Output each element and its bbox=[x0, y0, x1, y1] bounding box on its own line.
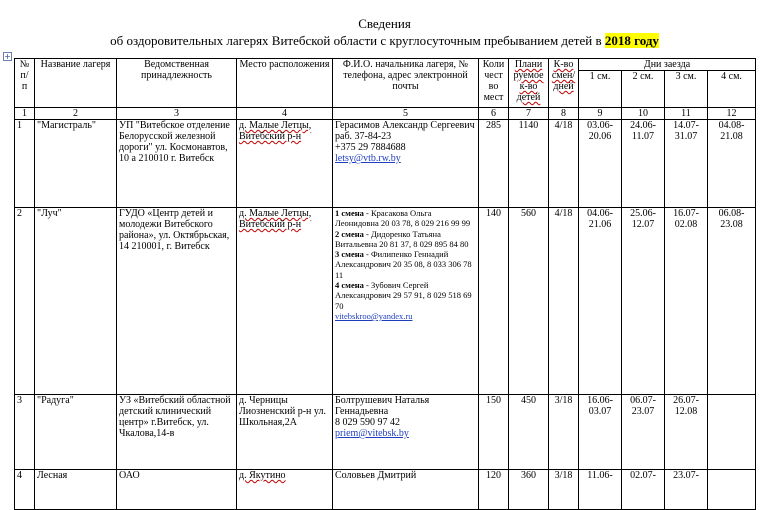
shift-4-dates: 04.08-21.08 bbox=[708, 120, 756, 208]
table-row bbox=[15, 470, 756, 510]
camp-location: д. Черницы Лиозненский р-н ул. Школьная,2А bbox=[237, 395, 333, 470]
col-number: 4 bbox=[237, 108, 333, 120]
shift-head: 1 смена - Красакова Ольга Леонидовна 20 03 78, 8 029 216 99 99 bbox=[335, 208, 471, 229]
col-number: 5 bbox=[333, 108, 479, 120]
email-link[interactable]: vitebskroo@yandex.ru bbox=[335, 310, 413, 321]
header-name: Название лагеря bbox=[35, 59, 117, 108]
camp-shifts: 4/18 bbox=[549, 208, 579, 395]
camp-name: "Луч" bbox=[35, 208, 117, 395]
email-link[interactable]: priem@vitebsk.by bbox=[335, 428, 409, 439]
camp-head bbox=[333, 120, 479, 208]
col-number: 7 bbox=[509, 108, 549, 120]
camps-table bbox=[14, 58, 756, 510]
col-number: 10 bbox=[622, 108, 665, 120]
head-line: раб. 37-84-23 bbox=[335, 131, 392, 142]
header-shift-2: 2 см. bbox=[622, 71, 665, 108]
row-num: 3 bbox=[15, 395, 35, 470]
camp-location: д. Якутино bbox=[237, 470, 333, 510]
col-number: 1 bbox=[15, 108, 35, 120]
camp-places: 140 bbox=[479, 208, 509, 395]
col-number: 2 bbox=[35, 108, 117, 120]
header-planned: Плани руемое к-во детей bbox=[509, 59, 549, 108]
shift-head: 3 смена - Филипенко Геннадий Александрович 20 35 08, 8 033 306 78 11 bbox=[335, 249, 472, 280]
header-head: Ф.И.О. начальника лагеря, № телефона, адрес электронной почты bbox=[333, 59, 479, 108]
row-num: 1 bbox=[15, 120, 35, 208]
shift-3-dates: 16.07-02.08 bbox=[665, 208, 708, 395]
subtitle-year: 2018 году bbox=[604, 33, 659, 48]
camp-head bbox=[333, 395, 479, 470]
document-title: Сведения bbox=[358, 16, 411, 31]
subtitle-text: об оздоровительных лагерях Витебской области с круглосуточным пребыванием детей в bbox=[110, 33, 602, 48]
shift-3-dates: 26.07-12.08 bbox=[665, 395, 708, 470]
header-shift-3: 3 см. bbox=[665, 71, 708, 108]
header-location: Место расположения bbox=[237, 59, 333, 108]
header-days: Дни заезда bbox=[579, 59, 756, 71]
camp-planned: 450 bbox=[509, 395, 549, 470]
header-shifts: К-во смен/ дней bbox=[549, 59, 579, 108]
col-number: 12 bbox=[708, 108, 756, 120]
camp-head bbox=[333, 470, 479, 510]
shift-2-dates: 06.07-23.07 bbox=[622, 395, 665, 470]
shift-4-dates bbox=[708, 470, 756, 510]
camp-location: д. Малые Летцы, Витебский р-н bbox=[237, 120, 333, 208]
col-number: 6 bbox=[479, 108, 509, 120]
header-shift-4: 4 см. bbox=[708, 71, 756, 108]
camp-location: д. Малые Летцы, Витебский р-н bbox=[237, 208, 333, 395]
camp-dept: УП "Витебское отделение Белорусской железной дороги" ул. Космонавтов, 10 а 210010 г. Витебск bbox=[117, 120, 237, 208]
head-line: Герасимов Александр Сергеевич bbox=[335, 120, 475, 131]
camp-name: "Магистраль" bbox=[35, 120, 117, 208]
shift-1-dates: 16.06-03.07 bbox=[579, 395, 622, 470]
shift-1-dates: 11.06- bbox=[579, 470, 622, 510]
shift-3-dates: 14.07-31.07 bbox=[665, 120, 708, 208]
col-number: 8 bbox=[549, 108, 579, 120]
shift-head: 4 смена - Зубович Сергей Александрович 29 57 91, 8 029 518 69 70 bbox=[335, 280, 472, 311]
col-number: 3 bbox=[117, 108, 237, 120]
header-num: № п/ п bbox=[15, 59, 35, 108]
table-row bbox=[15, 120, 756, 208]
shift-2-dates: 02.07- bbox=[622, 470, 665, 510]
camp-planned: 1140 bbox=[509, 120, 549, 208]
camp-shifts: 3/18 bbox=[549, 470, 579, 510]
table-row bbox=[15, 395, 756, 470]
table-row bbox=[15, 208, 756, 395]
head-line: +375 29 7884688 bbox=[335, 142, 406, 153]
shift-2-dates: 24.06-11.07 bbox=[622, 120, 665, 208]
camp-dept: ГУДО «Центр детей и молодежи Витебского района», ул. Октябрьская, 14 210001, г. Витебск bbox=[117, 208, 237, 395]
col-number: 9 bbox=[579, 108, 622, 120]
head-line: Соловьев Дмитрий bbox=[335, 470, 417, 481]
camp-planned: 360 bbox=[509, 470, 549, 510]
camp-places: 120 bbox=[479, 470, 509, 510]
row-num: 2 bbox=[15, 208, 35, 395]
col-number: 11 bbox=[665, 108, 708, 120]
camp-places: 285 bbox=[479, 120, 509, 208]
head-line: 8 029 590 97 42 bbox=[335, 417, 400, 428]
table-move-handle-icon[interactable]: + bbox=[4, 52, 11, 61]
camp-places: 150 bbox=[479, 395, 509, 470]
header-dept: Ведомственная принадлежность bbox=[117, 59, 237, 108]
shift-4-dates bbox=[708, 395, 756, 470]
shift-head: 2 смена - Дидоренко Татьяна Витальевна 20 81 37, 8 029 895 84 80 bbox=[335, 228, 469, 249]
camp-shifts: 3/18 bbox=[549, 395, 579, 470]
camp-planned: 560 bbox=[509, 208, 549, 395]
camp-name: Лесная bbox=[35, 470, 117, 510]
email-link[interactable]: letsy@vtb.rw.by bbox=[335, 153, 401, 164]
camp-dept: ОАО bbox=[117, 470, 237, 510]
row-num: 4 bbox=[15, 470, 35, 510]
camp-shifts: 4/18 bbox=[549, 120, 579, 208]
camp-name: "Радуга" bbox=[35, 395, 117, 470]
header-shift-1: 1 см. bbox=[579, 71, 622, 108]
column-number-row bbox=[15, 108, 756, 120]
shift-1-dates: 04.06-21.06 bbox=[579, 208, 622, 395]
header-row bbox=[15, 59, 756, 71]
shift-3-dates: 23.07- bbox=[665, 470, 708, 510]
head-line: Болтрушевич Наталья Геннадьевна bbox=[335, 395, 430, 417]
shift-4-dates: 06.08-23.08 bbox=[708, 208, 756, 395]
header-places: Коли чест во мест bbox=[479, 59, 509, 108]
camp-head bbox=[333, 208, 479, 395]
camp-dept: УЗ «Витебский областной детский клинический центр» г.Витебск, ул. Чкалова,14-в bbox=[117, 395, 237, 470]
document-subtitle bbox=[0, 33, 769, 49]
shift-1-dates: 03.06-20.06 bbox=[579, 120, 622, 208]
shift-2-dates: 25.06-12.07 bbox=[622, 208, 665, 395]
